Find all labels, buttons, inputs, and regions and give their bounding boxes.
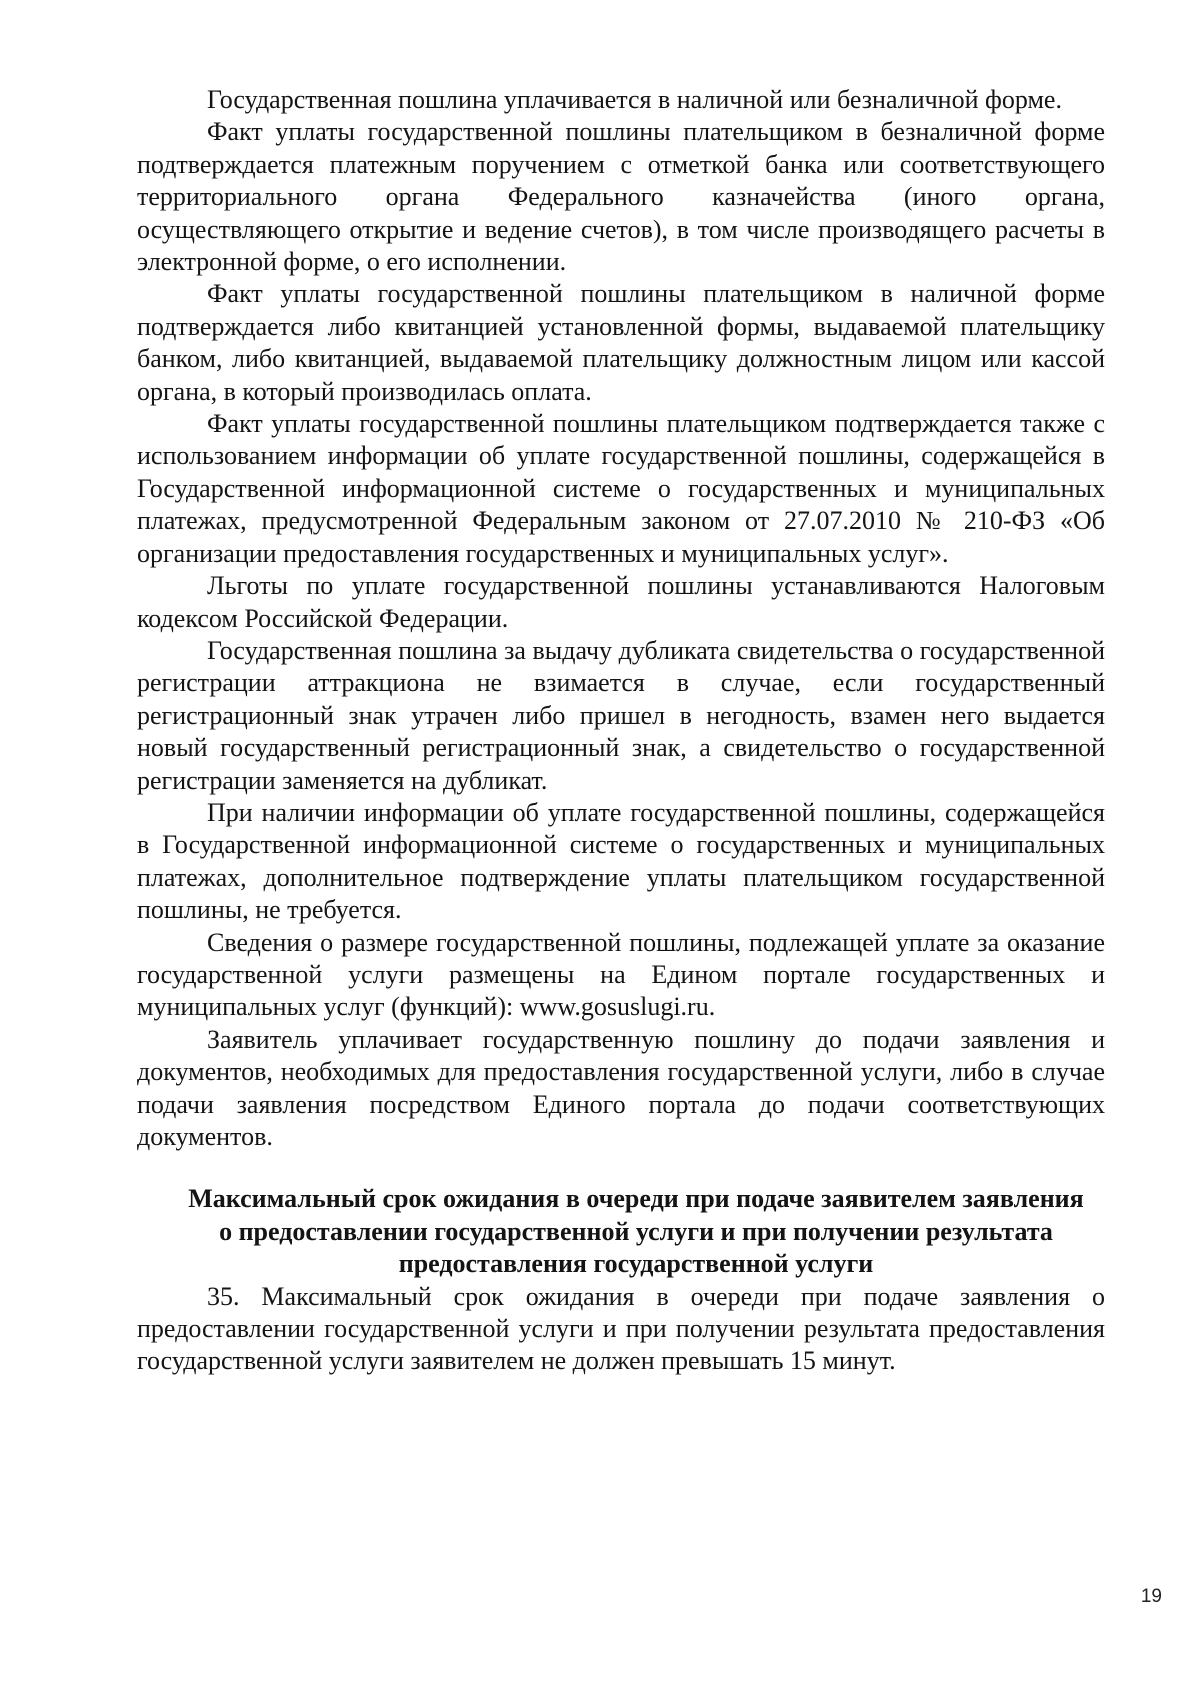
page-number: 19 [1140,1586,1162,1607]
document-body [137,84,1105,1378]
paragraph-fee-info: Сведения о размере государственной пошлины, подлежащей уплате за оказание государственной услуги размещены на Едином портале государственных и муниципальных услуг (функций): www.gosuslugi.ru. [137,927,1105,1022]
paragraph-payment-timing: Заявитель уплачивает государственную пошлину до подачи заявления и документов, необходимых для предоставления государственной услуги, либо в случае подачи заявления посредством Единого портала до подачи соответствующих документов. [137,1024,1105,1151]
section-heading: Максимальный срок ожидания в очереди при подаче заявителем заявления о предоставлении государственной услуги и при получении результата предоставления государственной услуги [188,1184,1084,1279]
paragraph-duplicate-fee: Государственная пошлина за выдачу дубликата свидетельства о государственной регистрации аттракциона не взимается в случае, если государственный регистрационный знак утрачен либо пришел в негодность, взамен него выдается новый государственный регистрационный знак, а свидетельство о государственной регистрации заменяется на дубликат. [137,635,1105,795]
paragraph-cashless-proof: Факт уплаты государственной пошлины плательщиком в безналичной форме подтверждается платежным поручением с отметкой банка или соответствующего территориального органа Федерального казначейства (иного органа, осуществляющего открытие и ведение счетов), в том числе производящего расчеты в электронной форме, о его исполнении. [137,117,1105,277]
paragraph-max-wait: 35. Максимальный срок ожидания в очереди при подаче заявления о предоставлении государственной услуги и при получении результата предоставления государственной услуги заявителем не должен превышать 15 минут. [137,1281,1105,1376]
paragraph-no-confirmation: При наличии информации об уплате государственной пошлины, содержащейся в Государственной информационной системе о государственных и муниципальных платежах, дополнительное подтверждение уплаты плательщиком государственной пошлины, не требуется. [137,797,1105,925]
paragraph-payment-form: Государственная пошлина уплачивается в наличной или безналичной форме. [207,85,1062,114]
paragraph-cash-proof: Факт уплаты государственной пошлины плательщиком в наличной форме подтверждается либо квитанцией установленной формы, выдаваемой плательщику банком, либо квитанцией, выдаваемой плательщику должностным лицом или кассой органа, в который производилась оплата. [137,279,1105,406]
paragraph-gis-proof: Факт уплаты государственной пошлины плательщиком подтверждается также с использованием информации об уплате государственной пошлины, содержащейся в Государственной информационной системе о государственных и муниципальных платежах, предусмотренной Федеральным законом от 27.07.2010 № 210-ФЗ «Об организации предоставления государственных и муниципальных услуг». [137,409,1105,568]
paragraph-benefits: Льготы по уплате государственной пошлины устанавливаются Налоговым кодексом Российской Федерации. [137,571,1105,633]
